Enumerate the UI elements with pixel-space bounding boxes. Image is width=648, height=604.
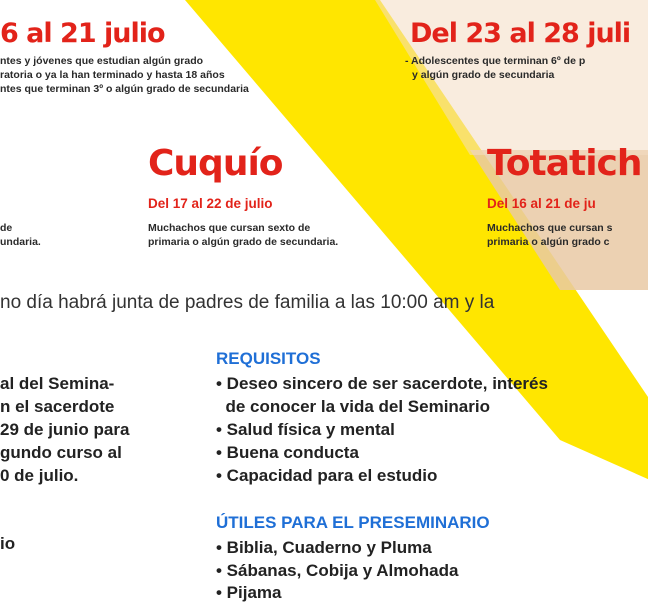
- left-paragraph-line-1: al del Semina-: [0, 374, 115, 393]
- left-fragment-line-1: de: [0, 222, 13, 234]
- requisitos-item-5: • Capacidad para el estudio: [216, 466, 438, 485]
- utiles-heading: ÚTILES PARA EL PRESEMINARIO: [216, 513, 490, 532]
- requisitos-item-2: de conocer la vida del Seminario: [216, 397, 490, 416]
- utiles-item-1: • Biblia, Cuaderno y Pluma: [216, 538, 432, 557]
- cuquio-line-1: Muchachos que cursan sexto de: [148, 222, 311, 234]
- requisitos-item-1: • Deseo sincero de ser sacerdote, interés: [216, 374, 548, 393]
- left-bottom-fragment: io: [0, 534, 16, 553]
- left-paragraph-line-3: 29 de junio para: [0, 420, 130, 439]
- top-right-title: Del 23 al 28 juli: [410, 18, 631, 49]
- left-paragraph-line-2: n el sacerdote: [0, 397, 115, 416]
- requisitos-item-4: • Buena conducta: [216, 443, 359, 462]
- left-paragraph-line-5: 0 de julio.: [0, 466, 79, 485]
- totatiche-line-2: primaria o algún grado c: [487, 236, 610, 248]
- cuquio-title: Cuquío: [148, 143, 283, 184]
- requisitos-heading: REQUISITOS: [216, 349, 321, 368]
- cuquio-dates: Del 17 al 22 de julio: [148, 196, 273, 211]
- top-right-line-1: - Adolescentes que terminan 6º de p: [405, 55, 586, 67]
- left-paragraph-line-4: gundo curso al: [0, 443, 122, 462]
- top-left-line-3: ntes que terminan 3º o algún grado de secundaria: [0, 83, 249, 95]
- totatiche-title: Totatich: [487, 143, 642, 184]
- utiles-item-3: • Pijama: [216, 583, 282, 602]
- meeting-notice: no día habrá junta de padres de familia a las 10:00 am y la: [0, 292, 495, 313]
- top-right-line-2: y algún grado de secundaria: [412, 69, 555, 81]
- top-left-title: 6 al 21 julio: [0, 18, 165, 49]
- utiles-item-2: • Sábanas, Cobija y Almohada: [216, 561, 459, 580]
- left-fragment-line-2: undaria.: [0, 236, 41, 248]
- totatiche-line-1: Muchachos que cursan s: [487, 222, 613, 234]
- cuquio-line-2: primaria o algún grado de secundaria.: [148, 236, 339, 248]
- totatiche-dates: Del 16 al 21 de ju: [487, 196, 596, 211]
- top-left-line-2: ratoria o ya la han terminado y hasta 18 años: [0, 69, 225, 81]
- top-left-line-1: ntes y jóvenes que estudian algún grado: [0, 55, 204, 67]
- requisitos-item-3: • Salud física y mental: [216, 420, 395, 439]
